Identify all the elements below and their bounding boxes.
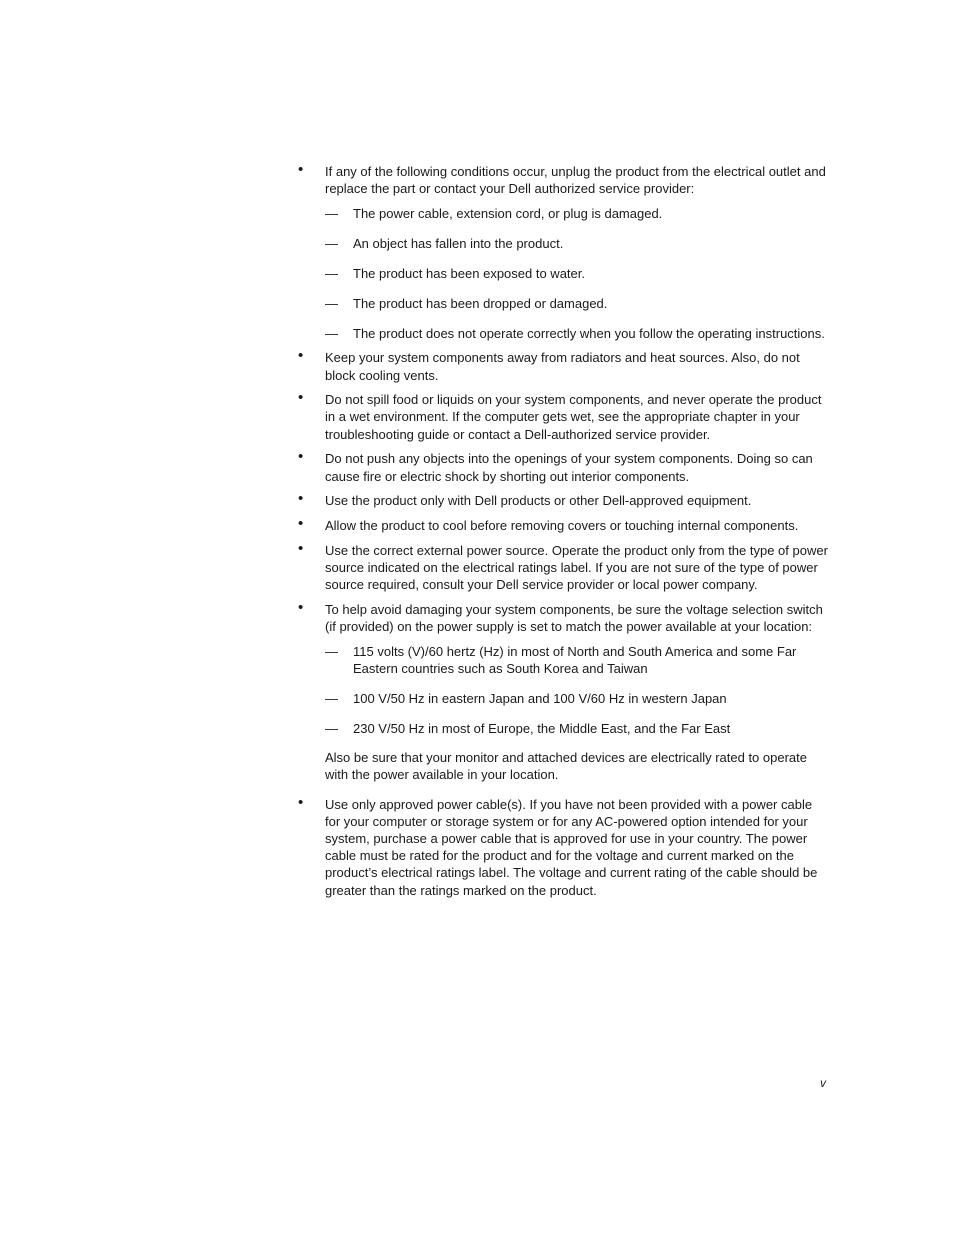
bullet-icon: •	[298, 347, 304, 365]
safety-instructions-list	[298, 163, 830, 906]
bullet-item	[298, 514, 830, 534]
bullet-item	[298, 349, 830, 383]
sub-item-text: The product does not operate correctly when you follow the operating instructions.	[353, 325, 825, 341]
bullet-icon: •	[298, 598, 304, 616]
bullet-icon: •	[298, 514, 304, 532]
sub-item	[325, 295, 830, 312]
dash-icon: —	[325, 266, 338, 281]
sub-item	[325, 325, 830, 342]
dash-icon: —	[325, 295, 338, 311]
sub-item-text: The power cable, extension cord, or plug is damaged.	[353, 206, 663, 222]
dash-icon: —	[325, 325, 338, 341]
bullet-text: Do not spill food or liquids on your system components, and never operate the product in a wet environment. If the computer gets wet, see the appropriate chapter in your troubleshooting guide or contact a Dell-authorized service provider.	[325, 392, 822, 442]
sub-list	[325, 205, 830, 341]
sub-item	[325, 690, 830, 707]
dash-icon: —	[325, 206, 338, 222]
bullet-item	[298, 492, 830, 509]
sub-item-text: An object has fallen into the product.	[353, 236, 564, 252]
followup-text: Also be sure that your monitor and attached devices are electrically rated to operate with the power available in your location.	[325, 750, 807, 783]
bullet-text: Do not push any objects into the openings of your system components. Doing so can cause fire or electric shock by shorting out interior components.	[325, 451, 813, 484]
bullet-item	[298, 163, 830, 342]
dash-icon: —	[325, 236, 338, 252]
sub-list	[325, 643, 830, 737]
bullet-text: Use the correct external power source. Operate the product only from the type of power source indicated on the electrical ratings label. If you are not sure of the type of power source required, consult your Dell service provider or local power company.	[325, 542, 828, 593]
bullet-item	[298, 450, 830, 484]
sub-item-text: The product has been dropped or damaged.	[353, 295, 608, 311]
sub-item	[325, 265, 830, 282]
bullet-text: Allow the product to cool before removing covers or touching internal components.	[325, 517, 799, 533]
dash-icon: —	[325, 644, 338, 660]
bullet-icon: •	[298, 161, 304, 178]
bullet-text: Use only approved power cable(s). If you have not been provided with a power cable for your computer or storage system or for any AC-powered option intended for your system, purchase a power cable that is approved for use in your country. The power cable must be rated for the product and for the voltage and current marked on the product’s electrical ratings label. The voltage and current rating of the cable should be greater than the ratings marked on the product.	[325, 796, 818, 898]
bullet-text: If any of the following conditions occur, unplug the product from the electrical outlet and replace the part or contact your Dell authorized service provider:	[325, 164, 826, 197]
sub-item	[325, 235, 830, 252]
dash-icon: —	[325, 720, 338, 736]
sub-item-text: 100 V/50 Hz in eastern Japan and 100 V/60 Hz in western Japan	[353, 691, 727, 707]
bullet-item	[298, 391, 830, 443]
bullet-icon: •	[298, 389, 304, 407]
sub-item	[325, 643, 830, 677]
bullet-item	[298, 793, 830, 899]
bullet-icon: •	[298, 490, 304, 508]
bullet-icon: •	[298, 539, 304, 557]
bullet-text: Keep your system components away from radiators and heat sources. Also, do not block cooling vents.	[325, 350, 800, 383]
bullet-text: To help avoid damaging your system components, be sure the voltage selection switch (if provided) on the power supply is set to match the power available at your location:	[325, 601, 823, 634]
bullet-icon: •	[298, 448, 304, 466]
sub-item	[325, 720, 830, 737]
sub-item-text: The product has been exposed to water.	[353, 266, 585, 281]
dash-icon: —	[325, 691, 338, 707]
sub-item-text: 230 V/50 Hz in most of Europe, the Middle East, and the Far East	[353, 720, 731, 736]
page-number: v	[820, 1076, 826, 1090]
bullet-text: Use the product only with Dell products or other Dell-approved equipment.	[325, 493, 752, 509]
bullet-icon: •	[298, 793, 304, 811]
sub-item	[325, 205, 830, 222]
sub-item-text: 115 volts (V)/60 hertz (Hz) in most of North and South America and some Far Eastern countries such as South Korea and Taiwan	[353, 644, 797, 677]
bullet-item	[298, 539, 830, 594]
bullet-item	[298, 598, 830, 784]
